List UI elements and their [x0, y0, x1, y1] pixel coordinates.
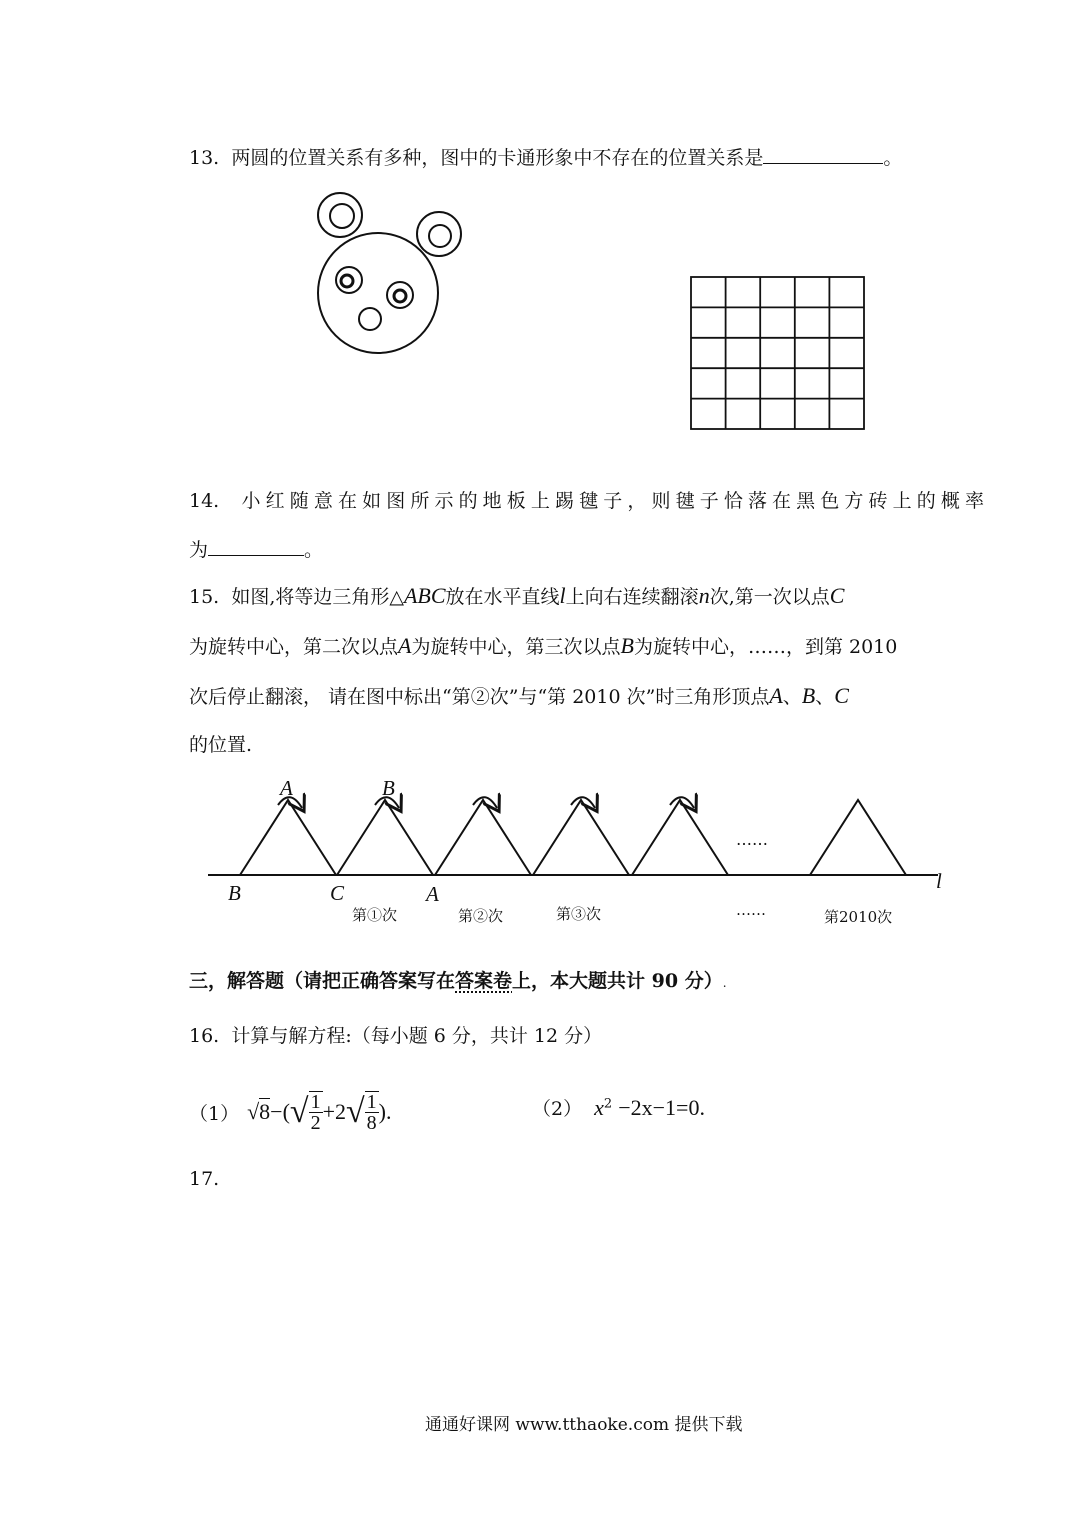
q16-part1-label: （1）: [189, 1102, 240, 1125]
q15-text-3a: 次后停止翻滚， 请在图中标出“第②次”与“第 2010 次”时三角形顶点: [189, 686, 770, 708]
q15-text-1c: 上向右连续翻滚: [565, 586, 699, 608]
floor-tile-grid: [690, 276, 866, 432]
q15-sep1: 、: [782, 686, 802, 708]
q13-number: 13.: [189, 147, 220, 169]
q15-text-1a: 如图,将等边三角形△: [231, 586, 404, 608]
section3-title-end: .: [722, 976, 727, 990]
face-circle: [318, 233, 438, 353]
q14-text2: 为: [189, 539, 209, 561]
frac2-den: 8: [366, 1112, 377, 1134]
q14-line2: [189, 535, 323, 562]
sqrt-sign-2: √: [346, 1093, 365, 1130]
q16-line: [189, 1021, 602, 1048]
q16-part2-label: （2）: [532, 1098, 583, 1120]
q16-expr2: [532, 1094, 705, 1121]
triangle-5: [632, 800, 728, 875]
expr1-plus2: +2: [322, 1099, 346, 1124]
q13-answer-blank: [763, 162, 883, 164]
q15-b: B: [620, 633, 634, 658]
q15-l: l: [559, 583, 566, 608]
expr1-minus: −(: [270, 1099, 290, 1124]
label-l: l: [936, 869, 942, 893]
section3-title-a: 三，解答题（请把正确答案写在: [189, 970, 456, 992]
q16-text: 计算与解方程:（每小题 6 分，共计 12 分）: [231, 1025, 603, 1047]
step-label-ellipsis: ……: [736, 901, 766, 919]
triangle-2010: [810, 800, 906, 875]
cartoon-circles-figure: [300, 185, 480, 365]
label-top-A: A: [280, 776, 293, 800]
q15-b2: B: [801, 683, 816, 708]
q15-text-2c: 为旋转中心，……，到第 2010: [633, 636, 898, 658]
triangle-4: [533, 800, 629, 875]
q15-sep2: 、: [815, 686, 835, 708]
frac1-den: 2: [310, 1112, 321, 1134]
q14-end: 。: [304, 539, 324, 561]
sqrt-8: √8: [247, 1099, 271, 1124]
q13-text: 两圆的位置关系有多种，图中的卡通形象中不存在的位置关系是: [231, 147, 764, 169]
q13-line: [189, 143, 902, 170]
q16-expr1: [189, 1082, 392, 1142]
q15-text-2b: 为旋转中心，第三次以点: [411, 636, 621, 658]
q15-n: n: [698, 583, 710, 608]
q15-text-2a: 为旋转中心，第二次以点: [189, 636, 399, 658]
step-label-2: 第②次: [458, 907, 504, 925]
expr2-x: x: [594, 1095, 604, 1120]
triangle-1: [240, 800, 336, 875]
right-ear-outer: [417, 212, 461, 256]
label-C: C: [330, 881, 345, 905]
diagram-ellipsis-top: ……: [736, 830, 768, 849]
q15-c: C: [829, 583, 845, 608]
sqrt-sign-1: √: [289, 1093, 309, 1130]
q15-a2: A: [769, 683, 783, 708]
triangle-2: [337, 800, 433, 875]
section3-title-emph: 答案卷: [455, 970, 513, 992]
q15-text-1d: 次,第一次以点: [709, 586, 830, 608]
q16-number: 16.: [189, 1025, 220, 1047]
step-label-1: 第①次: [352, 906, 398, 924]
q13-end: 。: [883, 147, 903, 169]
q15-text-4: 的位置.: [189, 734, 253, 756]
label-top-B: B: [382, 776, 395, 800]
q14-number: 14.: [189, 490, 220, 512]
right-ear-inner: [429, 225, 451, 247]
fraction-1-2: [309, 1091, 323, 1133]
q15-line2: [189, 632, 897, 659]
q14-line1: [189, 486, 984, 513]
triangle-3: [435, 800, 531, 875]
frac1-num: 1: [310, 1091, 321, 1113]
fraction-1-8: [365, 1091, 379, 1133]
expr2-exponent: 2: [603, 1096, 613, 1112]
frac2-num: 1: [366, 1091, 377, 1113]
rolling-triangle-diagram: [200, 770, 960, 935]
q15-abc: ABC: [403, 583, 446, 608]
label-B: B: [228, 881, 241, 905]
label-A: A: [426, 882, 439, 906]
q15-a: A: [398, 633, 412, 658]
step-label-2010: 第2010次: [824, 908, 893, 926]
q15-line3: [189, 682, 849, 709]
left-ear-outer: [318, 193, 362, 237]
sqrt-8-value: 8: [259, 1099, 271, 1124]
q15-text-1b: 放在水平直线: [445, 586, 560, 608]
q15-line4: [189, 730, 252, 757]
q14-answer-blank: [208, 554, 304, 556]
nose-circle: [359, 308, 381, 330]
q15-c2: C: [834, 683, 849, 708]
q14-text: 小红随意在如图所示的地板上踢毽子，则毽子恰落在黑色方砖上的概率: [241, 490, 984, 512]
q15-number: 15.: [189, 586, 220, 608]
q15-line1: [189, 582, 844, 609]
expr2-rest: −2x−1=0.: [618, 1095, 705, 1120]
right-eye-outer: [387, 282, 413, 308]
expr1-close: ).: [378, 1099, 392, 1124]
q17-number: 17.: [189, 1168, 220, 1190]
section3-heading: [189, 966, 727, 993]
section3-title-b: 上，本大题共计 90 分）: [512, 970, 723, 992]
footer-text: 通通好课网 www.tthaoke.com 提供下载: [425, 1415, 743, 1435]
step-label-3: 第③次: [556, 905, 602, 923]
left-ear-inner: [330, 204, 354, 228]
